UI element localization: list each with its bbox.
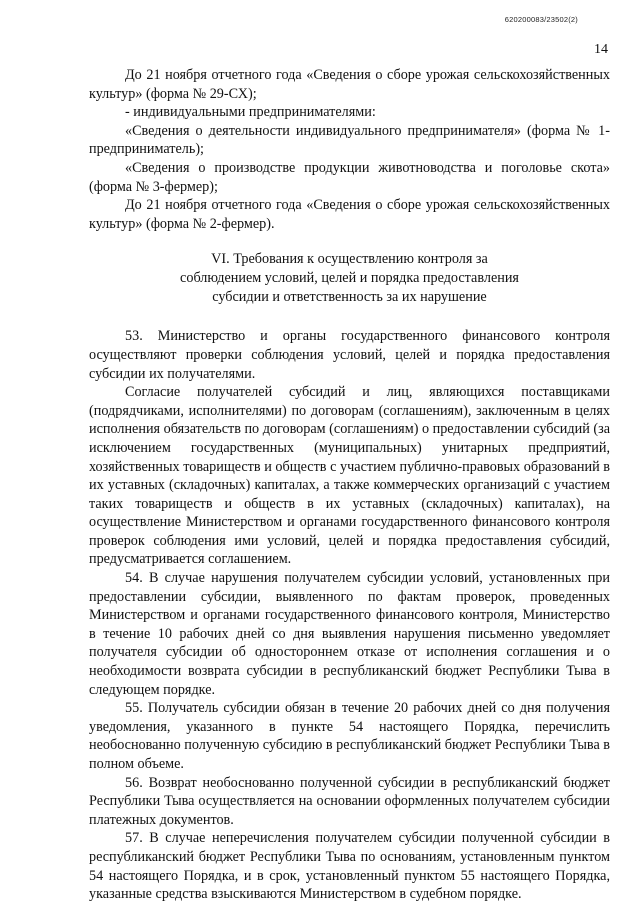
paragraph: «Сведения о деятельности индивидуального предпринимателя» (форма № 1-предприниматель); <box>89 122 610 158</box>
section-heading-line: соблюдением условий, целей и порядка предоставления <box>180 270 519 287</box>
paragraph: До 21 ноября отчетного года «Сведения о сборе урожая сельскохозяйственных культур» (форма № 2-фермер). <box>89 197 610 232</box>
section-heading-line: субсидии и ответственность за их нарушение <box>212 289 487 306</box>
section-heading <box>89 250 610 307</box>
document-body <box>89 66 610 904</box>
paragraph: До 21 ноября отчетного года «Сведения о сборе урожая сельскохозяйственных культур» (форма № 29-СХ); <box>89 67 610 102</box>
paragraph-consent: Согласие получателей субсидий и лиц, являющихся поставщиками (подрядчиками, исполнителями) по договорам (соглашениям), заключенным в целях исполнения обязательств по договорам (соглашениям) о предоставлении субсидий (за исключением государственных (муниципальных) унитарных предприятий, хозяйственных товариществ и обществ с участием публично-правовых образований в их уставных (складочных) капиталах, а также коммерческих организаций с участием таких товариществ и обществ в их уставных (складочных) капиталах), на осуществление Министерством и органами государственного финансового контроля проверок соблюдения ими условий, целей и порядка предоставления субсидий, предусматривается соглашением. <box>89 384 610 568</box>
section-heading-line: VI. Требования к осуществлению контроля за <box>211 251 488 268</box>
paragraph: «Сведения о производстве продукции животноводства и поголовье скота» (форма № 3-фермер); <box>89 159 610 195</box>
page-number: 14 <box>594 42 608 57</box>
paragraph-56: 56. Возврат необоснованно полученной субсидии в республиканский бюджет Республики Тыва осуществляется на основании оформленных получателем субсидии платежных документов. <box>89 774 610 828</box>
paragraph-57: 57. В случае неперечисления получателем субсидии полученной субсидии в республиканский бюджет Республики Тыва по основаниям, установленным пунктом 54 настоящего Порядка, и в срок, установленный пунктом 55 настоящего Порядка, указанные средства взыскиваются Министерством в судебном порядке. <box>89 830 610 903</box>
paragraph-53: 53. Министерство и органы государственного финансового контроля осуществляют проверки соблюдения условий, целей и порядка предоставления субсидии их получателями. <box>89 328 610 382</box>
paragraph-55: 55. Получатель субсидии обязан в течение 20 рабочих дней со дня получения уведомления, указанного в пункте 54 настоящего Порядка, перечислить необоснованно полученную субсидию в республиканский бюджет Республики Тыва в полном объеме. <box>89 700 610 772</box>
paragraph-54: 54. В случае нарушения получателем субсидии условий, установленных при предоставлении субсидии, выявленного по фактам проверок, проведенных Министерством и органами государственного финансового контроля, Министерство в течение 10 рабочих дней со дня выявления нарушения письменно уведомляет получателя субсидии об одностороннем отказе от исполнения соглашения и о необходимости возврата субсидии в республиканский бюджет Республики Тыва в следующем порядке. <box>89 570 610 698</box>
document-code: 620200083/23502(2) <box>504 15 578 24</box>
paragraph: - индивидуальными предпринимателями: <box>125 104 376 121</box>
